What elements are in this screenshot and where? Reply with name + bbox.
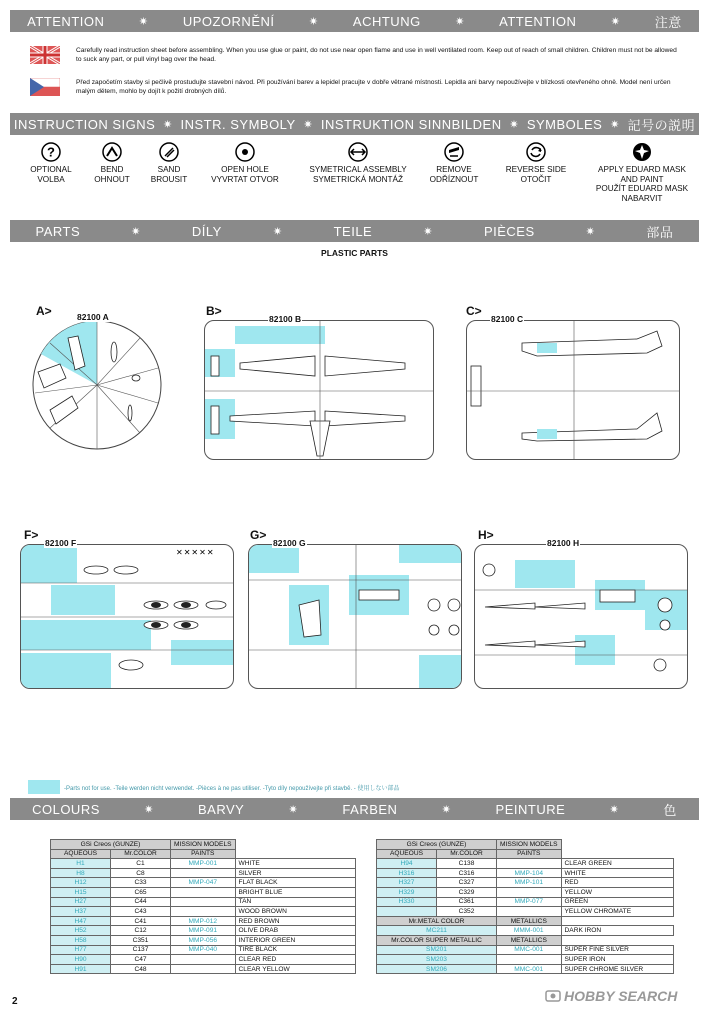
instruction-signs-band — [10, 113, 699, 135]
parts-band — [10, 220, 699, 242]
paint-row — [51, 935, 356, 945]
paint-row — [51, 878, 356, 888]
aqueous-code: H1 — [51, 859, 111, 869]
metal-code: MC211 — [377, 926, 497, 936]
sign-reverse-side — [496, 142, 576, 184]
mrcolor-code: C316 — [437, 868, 497, 878]
paint-row — [377, 964, 674, 974]
mrcolor-code: C351 — [111, 935, 171, 945]
aqueous-code: H329 — [377, 887, 437, 897]
sprue-label-a: A> — [36, 304, 52, 318]
sign-bend — [90, 142, 134, 184]
super-metallic-code: SM201 — [377, 945, 497, 955]
mission-code: MMP-104 — [497, 868, 562, 878]
sprue-label-b: B> — [206, 304, 222, 318]
watermark — [545, 988, 677, 1004]
aqueous-code: H15 — [51, 887, 111, 897]
czech-warning — [30, 78, 680, 96]
sprue-c-diagram — [467, 321, 680, 460]
sign-label: POUŽÍT EDUARD MASK NABARVIT — [595, 184, 689, 203]
band-title: FARBEN — [342, 801, 398, 817]
mrcolor-header: Mr.COLOR — [111, 849, 171, 859]
aqueous-code: H8 — [51, 868, 111, 878]
star-icon: ✷ — [610, 118, 620, 131]
watermark-text: HOBBY SEARCH — [564, 988, 678, 1004]
star-icon: ✷ — [609, 803, 620, 816]
mission-code: MMC-001 — [497, 964, 562, 974]
star-icon: ✷ — [144, 803, 154, 816]
band-title: ATTENTION — [499, 13, 577, 29]
mrcolor-code: C43 — [111, 907, 171, 917]
band-title: INSTR. SYMBOLY — [180, 116, 296, 132]
sign-label: OHNOUT — [94, 174, 130, 184]
band-title: 記号の説明 — [627, 117, 696, 133]
mission-code — [171, 964, 236, 974]
band-title: INSTRUKTION SINNBILDEN — [320, 116, 502, 132]
band-title: 部品 — [646, 224, 674, 240]
mission-code — [497, 907, 562, 917]
colour-name: YELLOW — [561, 887, 673, 897]
colour-name: CLEAR RED — [235, 955, 355, 965]
sign-label: BEND — [100, 165, 124, 174]
paint-row — [377, 859, 674, 869]
colour-name: WHITE — [235, 859, 355, 869]
band-title: SYMBOLES — [526, 116, 603, 132]
star-icon: ✷ — [138, 15, 149, 28]
band-title: UPOZORNĚNÍ — [182, 13, 275, 29]
mrcolor-code: C8 — [111, 868, 171, 878]
mrcolor-code: C329 — [437, 887, 497, 897]
mrcolor-code: C44 — [111, 897, 171, 907]
paint-row — [377, 897, 674, 907]
sprue-h-diagram — [475, 545, 688, 689]
mrcolor-code: C12 — [111, 926, 171, 936]
mrcolor-code: C33 — [111, 878, 171, 888]
sprue-b-diagram — [205, 321, 434, 460]
remove-icon — [444, 142, 464, 162]
paint-row — [377, 955, 674, 965]
uk-flag-icon — [30, 46, 60, 64]
aqueous-code: H12 — [51, 878, 111, 888]
aqueous-code: H90 — [51, 955, 111, 965]
sign-optional — [26, 142, 76, 184]
band-title: PEINTURE — [495, 801, 566, 817]
mrcolor-code: C1 — [111, 859, 171, 869]
sprue-label-h: H> — [478, 528, 494, 542]
star-icon: ✷ — [163, 118, 173, 131]
aqueous-header: AQUEOUS — [51, 849, 111, 859]
band-title: 色 — [663, 802, 677, 818]
cyan-swatch — [28, 780, 60, 794]
colour-name: RED BROWN — [235, 916, 355, 926]
sign-label: APPLY EDUARD MASK — [598, 165, 686, 174]
paint-row — [51, 887, 356, 897]
colour-name: WOOD BROWN — [235, 907, 355, 917]
sign-label: SAND — [157, 165, 181, 174]
symmetrical-assembly-icon — [348, 142, 368, 162]
aqueous-code: H37 — [51, 907, 111, 917]
warning-text: Carefully read instruction sheet before assembling. When you use glue or paint, do not use near open flame and use in well ventilated room. Keep out of reach of small children. Children must not be allowed to suck any part, or pull vinyl bag over the head. — [76, 47, 677, 63]
band-title: TEILE — [333, 223, 373, 239]
mission-code: MMP-040 — [171, 945, 236, 955]
colour-name: SUPER CHROME SILVER — [561, 964, 673, 974]
metallics-header: METALLICS — [497, 935, 562, 945]
gsi-header: GSi Creos (GUNZE) — [51, 840, 171, 850]
colour-name: FLAT BLACK — [235, 878, 355, 888]
band-title: BARVY — [197, 801, 245, 817]
sprue-label-f: F> — [24, 528, 39, 542]
super-metallic-code: SM203 — [377, 955, 497, 965]
colour-name: TAN — [235, 897, 355, 907]
mrcolor-code: C48 — [111, 964, 171, 974]
mission-code: MMC-001 — [497, 945, 562, 955]
sign-remove — [424, 142, 484, 184]
gsi-header: GSi Creos (GUNZE) — [377, 840, 497, 850]
svg-text:✕✕✕✕✕: ✕✕✕✕✕ — [176, 548, 215, 557]
colour-name: OLIVE DRAB — [235, 926, 355, 936]
not-for-use-legend — [28, 780, 399, 794]
paint-row — [51, 916, 356, 926]
colour-name: SUPER FINE SILVER — [561, 945, 673, 955]
paint-row — [51, 907, 356, 917]
mission-code — [171, 887, 236, 897]
mission-code — [171, 897, 236, 907]
paint-row — [377, 868, 674, 878]
mission-code: MMP-047 — [171, 878, 236, 888]
sign-label: SYMETRICAL ASSEMBLY — [309, 165, 407, 174]
mrcolor-code: C41 — [111, 916, 171, 926]
star-icon: ✷ — [441, 803, 452, 816]
page-number: 2 — [12, 996, 18, 1007]
sign-label: REVERSE SIDE — [505, 165, 567, 174]
mrcolor-code: C138 — [437, 859, 497, 869]
sprue-code-b: 82100 B — [269, 314, 302, 324]
mrcolor-code: C327 — [437, 878, 497, 888]
sign-label: VOLBA — [37, 174, 65, 184]
warning-text: Před započetím stavby si pečlivě prostudujte stavební návod. Při používání barev a lepidel pracujte v dobře větrané místnosti. Lepidla ani barvy nepoužívejte v blízkosti otevřeného ohně. Model není určen malým dětem, mohlo by dojít k požití drobných dílů. — [76, 79, 671, 95]
aqueous-header: AQUEOUS — [377, 849, 437, 859]
instruction-signs — [10, 142, 699, 218]
colour-name: CLEAR YELLOW — [235, 964, 355, 974]
star-icon: ✷ — [585, 225, 596, 238]
sign-label: ODŘÍZNOUT — [429, 174, 479, 184]
paint-row — [51, 897, 356, 907]
metal-color-header: Mr.METAL COLOR — [377, 916, 497, 926]
aqueous-code: H91 — [51, 964, 111, 974]
mission-code: MMP-056 — [171, 935, 236, 945]
mrcolor-code: C352 — [437, 907, 497, 917]
star-icon: ✷ — [308, 15, 319, 28]
metallics-header: METALLICS — [497, 916, 562, 926]
colour-name: WHITE — [561, 868, 673, 878]
sprue-f-frame — [20, 544, 234, 689]
mrcolor-code: C137 — [111, 945, 171, 955]
mission-code: MMP-101 — [497, 878, 562, 888]
band-title: COLOURS — [32, 801, 100, 817]
mission-code — [497, 955, 562, 965]
mrcolor-code: C47 — [111, 955, 171, 965]
band-title: ACHTUNG — [352, 13, 421, 29]
sign-label: SYMETRICKÁ MONTÁŽ — [312, 174, 404, 184]
sprue-code-h: 82100 H — [547, 538, 580, 548]
open-hole-icon — [235, 142, 255, 162]
aqueous-code — [377, 907, 437, 917]
colour-name: TIRE BLACK — [235, 945, 355, 955]
sand-icon — [159, 142, 179, 162]
band-title: DÍLY — [191, 223, 222, 239]
sprue-label-g: G> — [250, 528, 267, 542]
paint-row — [377, 878, 674, 888]
sprue-b-frame — [204, 320, 434, 460]
paint-row — [51, 926, 356, 936]
paint-row — [51, 945, 356, 955]
paint-table-left — [50, 839, 356, 974]
optional-icon — [41, 142, 61, 162]
mission-code — [171, 955, 236, 965]
star-icon: ✷ — [303, 118, 314, 131]
paint-row — [51, 955, 356, 965]
paint-row — [377, 926, 674, 936]
mrcolor-code: C65 — [111, 887, 171, 897]
reverse-side-icon — [526, 142, 546, 162]
hobby-search-logo-icon — [545, 989, 561, 1003]
bend-icon — [102, 142, 122, 162]
star-icon: ✷ — [455, 15, 465, 28]
sign-label: OTOČIT — [520, 174, 552, 184]
mission-header: MISSION MODELS — [497, 840, 562, 850]
aqueous-code: H47 — [51, 916, 111, 926]
paint-row — [51, 868, 356, 878]
sprue-f-diagram — [21, 545, 234, 689]
mrcolor-code: C361 — [437, 897, 497, 907]
sprue-code-g: 82100 G — [273, 538, 306, 548]
mission-code: MMM-001 — [497, 926, 562, 936]
aqueous-code: H77 — [51, 945, 111, 955]
star-icon: ✷ — [272, 225, 283, 238]
super-metallic-code: SM206 — [377, 964, 497, 974]
czech-flag-icon — [30, 78, 60, 96]
aqueous-code: H58 — [51, 935, 111, 945]
sign-label: OPEN HOLE — [221, 165, 269, 174]
paints-header: PAINTS — [497, 849, 562, 859]
aqueous-code: H52 — [51, 926, 111, 936]
sprue-code-c: 82100 C — [491, 314, 524, 324]
mission-code — [497, 859, 562, 869]
colours-band — [10, 798, 699, 820]
mission-header: MISSION MODELS — [171, 840, 236, 850]
svg-text:?: ? — [47, 144, 55, 160]
sprue-a-diagram — [30, 318, 165, 453]
band-title: PIÈCES — [483, 223, 535, 239]
colour-name: INTERIOR GREEN — [235, 935, 355, 945]
sign-open-hole — [200, 142, 290, 184]
sign-label: AND PAINT — [620, 174, 664, 184]
sign-label: REMOVE — [436, 165, 472, 174]
colour-name: SILVER — [235, 868, 355, 878]
mission-code: MMP-012 — [171, 916, 236, 926]
star-icon: ✷ — [288, 803, 299, 816]
sprue-code-a: 82100 A — [77, 312, 109, 322]
colour-name: GREEN — [561, 897, 673, 907]
paint-row — [51, 964, 356, 974]
paint-row — [51, 859, 356, 869]
sprue-label-c: C> — [466, 304, 482, 318]
mission-code: MMP-001 — [171, 859, 236, 869]
mrcolor-header: Mr.COLOR — [437, 849, 497, 859]
colour-name: DARK IRON — [561, 926, 673, 936]
aqueous-code: H316 — [377, 868, 437, 878]
band-title: INSTRUCTION SIGNS — [13, 116, 156, 132]
colour-name: RED — [561, 878, 673, 888]
aqueous-code: H27 — [51, 897, 111, 907]
super-metallic-header: Mr.COLOR SUPER METALLIC — [377, 935, 497, 945]
band-title: 注意 — [654, 14, 682, 30]
colour-name: BRIGHT BLUE — [235, 887, 355, 897]
mission-code — [171, 868, 236, 878]
star-icon: ✷ — [610, 15, 621, 28]
paint-row — [377, 887, 674, 897]
sprue-h-frame — [474, 544, 688, 689]
plastic-parts-title: PLASTIC PARTS — [321, 248, 388, 258]
sign-sand — [146, 142, 192, 184]
paint-row — [377, 945, 674, 955]
sign-eduard-mask — [585, 142, 699, 203]
mission-code: MMP-077 — [497, 897, 562, 907]
mission-code — [171, 907, 236, 917]
attention-band — [10, 10, 699, 32]
sprue-g-frame — [248, 544, 462, 689]
band-title: ATTENTION — [27, 13, 105, 29]
aqueous-code: H327 — [377, 878, 437, 888]
paint-table-right — [376, 839, 674, 974]
star-icon: ✷ — [131, 225, 141, 238]
aqueous-code: H330 — [377, 897, 437, 907]
colour-name: YELLOW CHROMATE — [561, 907, 673, 917]
sign-label: BROUSIT — [150, 174, 188, 184]
aqueous-code: H94 — [377, 859, 437, 869]
sign-symmetrical-assembly — [302, 142, 414, 184]
band-title: PARTS — [35, 223, 81, 239]
paint-row — [377, 907, 674, 917]
sprue-code-f: 82100 F — [45, 538, 77, 548]
legend-text: -Parts not for use. -Teile werden nicht verwendet. -Pièces à ne pas utiliser. -Tyto díly nepoužívejte při stavbě. - 使用しない部品 — [64, 785, 400, 792]
eduard-mask-icon — [632, 142, 652, 162]
mission-code — [497, 887, 562, 897]
sign-label: VYVRTAT OTVOR — [211, 174, 279, 184]
sign-label: OPTIONAL — [30, 165, 72, 174]
star-icon: ✷ — [509, 118, 520, 131]
colour-name: CLEAR GREEN — [561, 859, 673, 869]
english-warning — [30, 46, 680, 64]
sprue-c-frame — [466, 320, 680, 460]
paints-header: PAINTS — [171, 849, 236, 859]
mission-code: MMP-091 — [171, 926, 236, 936]
sprue-g-diagram — [249, 545, 462, 689]
star-icon: ✷ — [423, 225, 433, 238]
colour-name: SUPER IRON — [561, 955, 673, 965]
